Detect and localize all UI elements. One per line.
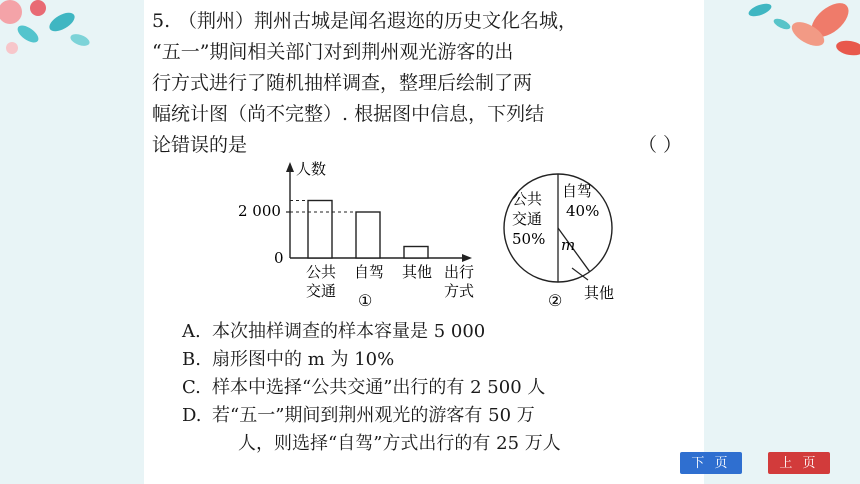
x-tick-label-1: 自驾: [354, 263, 385, 281]
pie-label-public-2: 交通: [512, 210, 543, 228]
bar-chart-caption: ①: [358, 291, 373, 310]
next-page-button[interactable]: 下 页: [680, 452, 742, 474]
x-tick-label-0: 交通: [306, 282, 337, 300]
pie-value-public: 50%: [512, 230, 546, 248]
bar-2: [404, 247, 428, 259]
option-b[interactable]: B. 扇形图中的 m 为 10%: [182, 349, 395, 370]
pie-value-other: m: [561, 236, 576, 254]
option-c[interactable]: C. 样本中选择“公共交通”出行的有 2 500 人: [182, 377, 546, 398]
y-axis-arrow: [286, 162, 294, 172]
stem-line-1: 5. （荆州）荆州古城是闻名遐迩的历史文化名城，: [152, 6, 692, 37]
x-axis-label-line2: 方式: [444, 282, 475, 300]
answer-options: [182, 318, 682, 458]
option-d-continuation: 人，则选择“自驾”方式出行的有 25 万人: [238, 433, 561, 454]
pie-label-other: 其他: [584, 284, 615, 302]
x-axis-label-line1: 出行: [444, 263, 475, 281]
bar-1: [356, 212, 380, 258]
option-a[interactable]: A. 本次抽样调查的样本容量是 5 000: [182, 321, 486, 342]
bar-0: [308, 201, 332, 259]
origin-label: 0: [274, 249, 284, 267]
stem-line-5: 论错误的是 （ ）: [152, 130, 692, 161]
question-stem: [152, 6, 692, 161]
stem-line-3: 行方式进行了随机抽样调查，整理后绘制了两: [152, 72, 533, 94]
x-axis-arrow: [462, 254, 472, 262]
y-tick-label: 2 000: [238, 202, 281, 220]
answer-bracket: （ ）: [637, 134, 682, 156]
pie-label-public-1: 公共: [512, 190, 543, 208]
y-axis-label: 人数: [296, 160, 327, 178]
prev-page-button[interactable]: 上 页: [768, 452, 830, 474]
decor-flowers-right: [730, 0, 860, 70]
pie-chart: [504, 174, 614, 302]
option-d[interactable]: D. 若“五一”期间到荆州观光的游客有 50 万: [182, 405, 535, 426]
statistics-charts: [238, 160, 676, 310]
x-tick-label-0: 公共: [306, 263, 337, 281]
pie-label-selfdrive: 自驾: [562, 182, 593, 200]
pie-chart-caption: ②: [548, 291, 563, 310]
stem-line-4: 幅统计图（尚不完整）. 根据图中信息，下列结: [152, 103, 545, 125]
x-tick-label-2: 其他: [402, 263, 433, 281]
decor-flowers-left: [0, 0, 110, 70]
stem-line-2: “五一”期间相关部门对到荆州观光游客的出: [152, 41, 514, 63]
pie-value-selfdrive: 40%: [566, 202, 600, 220]
question-number: 5.: [152, 10, 171, 32]
